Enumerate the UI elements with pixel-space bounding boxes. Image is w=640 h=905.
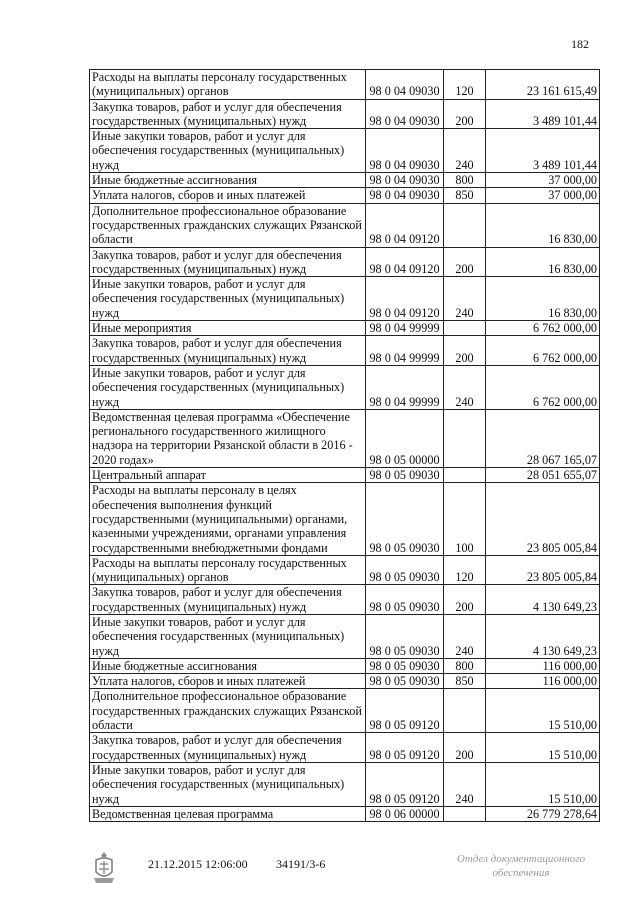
row-type: 240 — [444, 614, 486, 658]
row-name: Дополнительное профессиональное образование государственных гражданских служащих Рязанской области — [90, 689, 366, 733]
row-sum: 23 805 005,84 — [486, 555, 600, 585]
row-code: 98 0 05 09030 — [366, 585, 444, 615]
row-name: Расходы на выплаты персоналу государственных (муниципальных) органов — [90, 70, 366, 100]
table-row — [90, 70, 600, 100]
row-code: 98 0 05 09030 — [366, 674, 444, 689]
table-row — [90, 188, 600, 203]
row-type — [444, 468, 486, 483]
row-code: 98 0 05 09030 — [366, 483, 444, 555]
table-row — [90, 614, 600, 658]
row-code: 98 0 05 09120 — [366, 762, 444, 806]
row-type: 800 — [444, 173, 486, 188]
row-name: Расходы на выплаты персоналу в целях обеспечения выполнения функций государственными (муниципальными) органами, казенными учреждениями, органами управления государственными внебюджетными фондами — [90, 483, 366, 555]
stamp-line-1: Отдел документационного — [456, 853, 586, 865]
row-sum: 26 779 278,64 — [486, 806, 600, 821]
row-code: 98 0 05 09120 — [366, 689, 444, 733]
table-row — [90, 733, 600, 763]
row-type: 100 — [444, 483, 486, 555]
row-sum: 37 000,00 — [486, 188, 600, 203]
row-name: Ведомственная целевая программа — [90, 806, 366, 821]
row-type — [444, 409, 486, 467]
row-name: Уплата налогов, сборов и иных платежей — [90, 188, 366, 203]
row-sum: 16 830,00 — [486, 247, 600, 277]
coat-of-arms-icon — [90, 850, 118, 886]
row-name: Иные мероприятия — [90, 321, 366, 336]
row-type: 200 — [444, 336, 486, 366]
row-sum: 3 489 101,44 — [486, 99, 600, 129]
row-sum: 3 489 101,44 — [486, 129, 600, 173]
row-name: Иные закупки товаров, работ и услуг для обеспечения государственных (муниципальных) нужд — [90, 129, 366, 173]
row-type: 850 — [444, 188, 486, 203]
row-sum: 4 130 649,23 — [486, 614, 600, 658]
row-code: 98 0 04 09120 — [366, 277, 444, 321]
row-type — [444, 806, 486, 821]
row-type: 120 — [444, 555, 486, 585]
row-code: 98 0 05 09030 — [366, 658, 444, 673]
row-name: Расходы на выплаты персоналу государственных (муниципальных) органов — [90, 555, 366, 585]
table-row — [90, 689, 600, 733]
row-code: 98 0 05 09120 — [366, 733, 444, 763]
row-code: 98 0 04 09030 — [366, 188, 444, 203]
row-name: Иные бюджетные ассигнования — [90, 173, 366, 188]
row-name: Иные закупки товаров, работ и услуг для обеспечения государственных (муниципальных) нужд — [90, 762, 366, 806]
row-name: Закупка товаров, работ и услуг для обеспечения государственных (муниципальных) нужд — [90, 733, 366, 763]
row-code: 98 0 05 00000 — [366, 409, 444, 467]
row-sum: 15 510,00 — [486, 689, 600, 733]
table-row — [90, 762, 600, 806]
stamp-line-2: обеспечения — [492, 867, 550, 879]
table-row — [90, 555, 600, 585]
row-sum: 37 000,00 — [486, 173, 600, 188]
table-row — [90, 365, 600, 409]
row-type: 200 — [444, 585, 486, 615]
row-name: Закупка товаров, работ и услуг для обеспечения государственных (муниципальных) нужд — [90, 336, 366, 366]
row-name: Ведомственная целевая программа «Обеспечение регионального государственного жилищного надзора на территории Рязанской области в 2016 - 2020 годах» — [90, 409, 366, 467]
row-sum: 116 000,00 — [486, 674, 600, 689]
row-type: 120 — [444, 70, 486, 100]
row-name: Уплата налогов, сборов и иных платежей — [90, 674, 366, 689]
table-row — [90, 321, 600, 336]
table-row — [90, 806, 600, 821]
row-sum: 4 130 649,23 — [486, 585, 600, 615]
row-code: 98 0 04 09030 — [366, 70, 444, 100]
row-code: 98 0 04 09120 — [366, 203, 444, 247]
table-row — [90, 336, 600, 366]
row-type: 240 — [444, 129, 486, 173]
footer-datetime: 21.12.2015 12:06:00 — [148, 857, 248, 871]
row-code: 98 0 04 09030 — [366, 129, 444, 173]
page-number: 182 — [571, 37, 589, 51]
row-name: Закупка товаров, работ и услуг для обеспечения государственных (муниципальных) нужд — [90, 99, 366, 129]
row-code: 98 0 04 99999 — [366, 336, 444, 366]
row-name: Иные закупки товаров, работ и услуг для обеспечения государственных (муниципальных) нужд — [90, 277, 366, 321]
row-code: 98 0 04 09030 — [366, 99, 444, 129]
row-code: 98 0 06 00000 — [366, 806, 444, 821]
row-sum: 15 510,00 — [486, 762, 600, 806]
row-type: 200 — [444, 99, 486, 129]
row-type — [444, 203, 486, 247]
row-code: 98 0 05 09030 — [366, 614, 444, 658]
table-row — [90, 585, 600, 615]
row-sum: 23 805 005,84 — [486, 483, 600, 555]
table-row — [90, 247, 600, 277]
table-row — [90, 129, 600, 173]
row-sum: 6 762 000,00 — [486, 336, 600, 366]
row-name: Центральный аппарат — [90, 468, 366, 483]
row-sum: 116 000,00 — [486, 658, 600, 673]
row-sum: 16 830,00 — [486, 277, 600, 321]
row-name: Иные закупки товаров, работ и услуг для обеспечения государственных (муниципальных) нужд — [90, 614, 366, 658]
row-sum: 6 762 000,00 — [486, 365, 600, 409]
table-row — [90, 203, 600, 247]
table-row — [90, 483, 600, 555]
budget-table — [89, 69, 600, 822]
row-type — [444, 689, 486, 733]
table-row — [90, 173, 600, 188]
row-type: 200 — [444, 733, 486, 763]
table-row — [90, 99, 600, 129]
table-row — [90, 674, 600, 689]
budget-table-body — [90, 70, 600, 822]
row-code: 98 0 05 09030 — [366, 468, 444, 483]
row-name: Закупка товаров, работ и услуг для обеспечения государственных (муниципальных) нужд — [90, 247, 366, 277]
row-sum: 28 067 165,07 — [486, 409, 600, 467]
row-type — [444, 321, 486, 336]
row-sum: 6 762 000,00 — [486, 321, 600, 336]
row-code: 98 0 04 99999 — [366, 365, 444, 409]
table-row — [90, 409, 600, 467]
row-type: 240 — [444, 365, 486, 409]
row-sum: 16 830,00 — [486, 203, 600, 247]
row-type: 850 — [444, 674, 486, 689]
row-type: 800 — [444, 658, 486, 673]
row-code: 98 0 05 09030 — [366, 555, 444, 585]
department-stamp — [446, 852, 596, 880]
row-name: Дополнительное профессиональное образование государственных гражданских служащих Рязанской области — [90, 203, 366, 247]
row-name: Закупка товаров, работ и услуг для обеспечения государственных (муниципальных) нужд — [90, 585, 366, 615]
row-type: 200 — [444, 247, 486, 277]
row-sum: 15 510,00 — [486, 733, 600, 763]
row-type: 240 — [444, 762, 486, 806]
row-name: Иные закупки товаров, работ и услуг для обеспечения государственных (муниципальных) нужд — [90, 365, 366, 409]
table-row — [90, 277, 600, 321]
row-sum: 23 161 615,49 — [486, 70, 600, 100]
row-type: 240 — [444, 277, 486, 321]
table-row — [90, 468, 600, 483]
row-code: 98 0 04 09120 — [366, 247, 444, 277]
row-name: Иные бюджетные ассигнования — [90, 658, 366, 673]
footer-doc-number: 34191/3-6 — [276, 857, 326, 871]
row-code: 98 0 04 99999 — [366, 321, 444, 336]
row-sum: 28 051 655,07 — [486, 468, 600, 483]
table-row — [90, 658, 600, 673]
row-code: 98 0 04 09030 — [366, 173, 444, 188]
